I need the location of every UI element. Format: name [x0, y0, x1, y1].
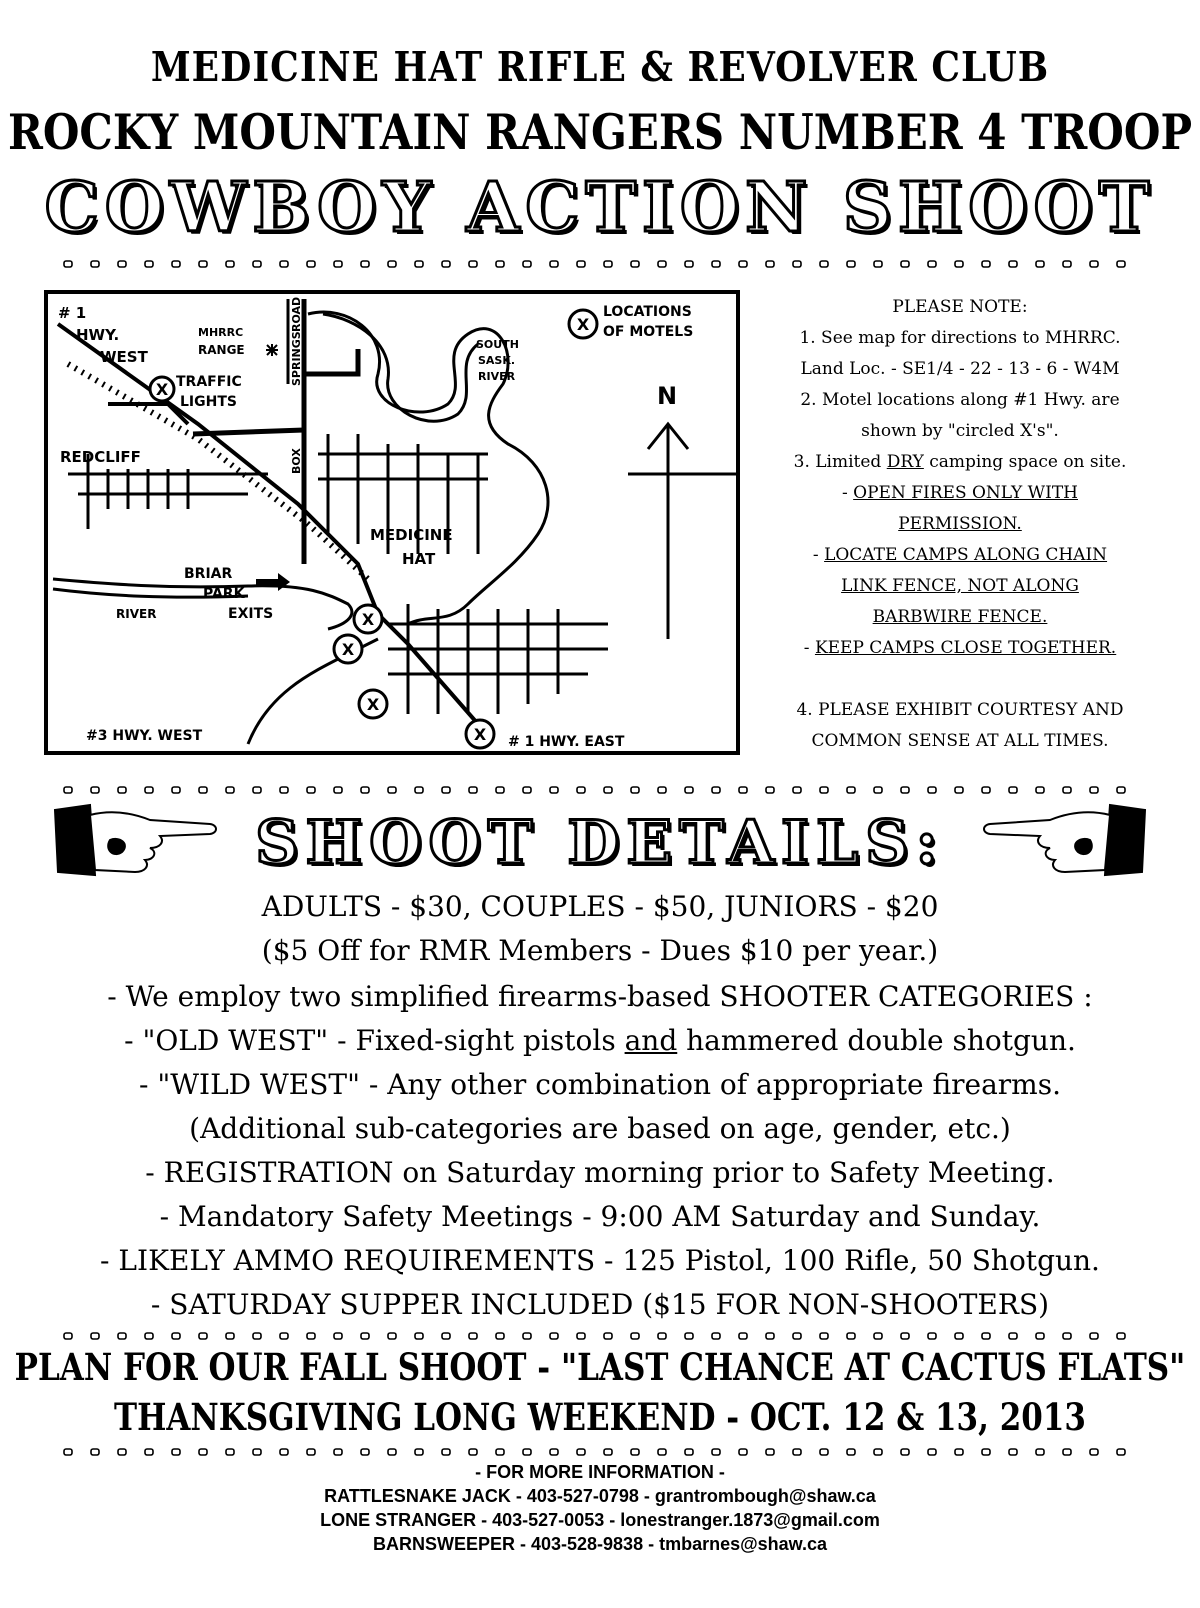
divider-dot: [145, 261, 153, 267]
divider-dot: [928, 261, 936, 267]
divider-dot: [388, 261, 396, 267]
registration-line: - REGISTRATION on Saturday morning prior to Safety Meeting.: [145, 1156, 1055, 1189]
divider-dot: [658, 1333, 666, 1339]
divider-dot: [334, 787, 342, 793]
divider-dot: [523, 1449, 531, 1455]
divider-dot: [550, 1449, 558, 1455]
motel-marker: X: [473, 725, 487, 744]
map-label-river-south: RIVER: [478, 370, 516, 383]
divider-dot: [442, 261, 450, 267]
divider-dot: [172, 1449, 180, 1455]
divider-dot: [442, 1333, 450, 1339]
divider-dot: [253, 787, 261, 793]
divider-dot: [766, 787, 774, 793]
divider-dot: [577, 1333, 585, 1339]
map-label-hwy1-east: # 1 HWY. EAST: [508, 734, 625, 750]
divider-dot: [928, 787, 936, 793]
motel-marker: X: [341, 640, 355, 659]
categories-line: - We employ two simplified firearms-based SHOOTER CATEGORIES :: [107, 980, 1093, 1013]
note-line: [760, 478, 1160, 509]
divider-dot: [1063, 1449, 1071, 1455]
note-text: 3. Limited: [793, 452, 887, 472]
divider-dot: [712, 261, 720, 267]
divider-dot: [685, 261, 693, 267]
map-label-hat: HAT: [402, 550, 436, 568]
divider-dot: [1063, 787, 1071, 793]
divider-dot: [604, 1333, 612, 1339]
divider-dot: [496, 1449, 504, 1455]
divider-dot: [631, 1333, 639, 1339]
map-label-hwy3: #3 HWY. WEST: [86, 728, 203, 744]
divider-dot: [982, 787, 990, 793]
note-line: [760, 571, 1160, 602]
divider-dot: [550, 787, 558, 793]
divider-dot: [307, 261, 315, 267]
map-label-hwy1-west: HWY.: [76, 326, 120, 344]
divider-dot: [523, 1333, 531, 1339]
divider-dot: [739, 1449, 747, 1455]
divider-dot: [91, 1449, 99, 1455]
divider-dot: [1090, 1449, 1098, 1455]
divider-dot: [901, 261, 909, 267]
detail-text: and: [624, 1024, 678, 1057]
divider-dot: [415, 1333, 423, 1339]
divider-dot: [226, 261, 234, 267]
divider-dot: [226, 1449, 234, 1455]
divider-dot: [64, 261, 72, 267]
divider-dot: [928, 1449, 936, 1455]
divider-dot: [658, 1449, 666, 1455]
map-label-briar: BRIAR: [184, 566, 233, 582]
divider-dot: [91, 787, 99, 793]
map-label-traffic: TRAFFIC: [176, 374, 242, 390]
fall-shoot-line: PLAN FOR OUR FALL SHOOT - "LAST CHANCE AT CACTUS FLATS": [14, 1346, 1186, 1390]
divider-dot: [685, 1449, 693, 1455]
divider-dot: [253, 1449, 261, 1455]
divider-dot: [793, 787, 801, 793]
divider-dot: [226, 787, 234, 793]
divider-dot: [199, 1449, 207, 1455]
old-west-line: [0, 1024, 1200, 1057]
map-label-medicine: MEDICINE: [370, 526, 453, 544]
divider-dot: [145, 1449, 153, 1455]
divider-dot: [955, 261, 963, 267]
note-line: [760, 602, 1160, 633]
note-text: BARBWIRE FENCE.: [872, 607, 1048, 627]
divider-dot: [280, 261, 288, 267]
map-drawing: [48, 294, 736, 751]
note-line: 4. PLEASE EXHIBIT COURTESY AND: [796, 700, 1124, 720]
divider-dot: [820, 787, 828, 793]
divider-dot: [955, 787, 963, 793]
divider-dot: [739, 1333, 747, 1339]
divider-dot: [631, 1449, 639, 1455]
divider-dot: [280, 787, 288, 793]
divider-dot: [1090, 1333, 1098, 1339]
note-line: [760, 447, 1160, 478]
divider-dot: [172, 261, 180, 267]
directions-map: [44, 290, 740, 755]
map-label-lights: LIGHTS: [180, 394, 237, 410]
map-label-mhrrc: MHRRC: [198, 326, 244, 339]
divider-dot: [118, 261, 126, 267]
map-label-sask: SASK.: [478, 354, 516, 367]
motel-marker: X: [366, 695, 380, 714]
dotted-divider: [60, 1446, 1140, 1458]
divider-dot: [874, 1449, 882, 1455]
map-label-locations: LOCATIONS: [603, 304, 692, 320]
divider-dot: [334, 1333, 342, 1339]
note-text: LINK FENCE, NOT ALONG: [841, 576, 1079, 596]
divider-dot: [253, 261, 261, 267]
divider-dot: [874, 261, 882, 267]
divider-dot: [982, 1449, 990, 1455]
map-label-of-motels: OF MOTELS: [603, 324, 694, 340]
divider-dot: [415, 1449, 423, 1455]
divider-dot: [577, 1449, 585, 1455]
note-line: COMMON SENSE AT ALL TIMES.: [811, 731, 1109, 751]
divider-dot: [847, 1449, 855, 1455]
divider-dot: [523, 261, 531, 267]
divider-dot: [658, 787, 666, 793]
divider-dot: [604, 787, 612, 793]
note-text: KEEP CAMPS CLOSE TOGETHER.: [814, 638, 1117, 658]
divider-dot: [793, 1333, 801, 1339]
divider-dot: [361, 1449, 369, 1455]
map-label-hwy1-west: # 1: [58, 304, 87, 322]
divider-dot: [199, 261, 207, 267]
divider-dot: [1009, 787, 1017, 793]
divider-dot: [901, 1333, 909, 1339]
divider-dot: [577, 787, 585, 793]
detail-text: - "OLD WEST" - Fixed-sight pistols: [124, 1024, 625, 1057]
pointing-hand-left-icon: [980, 800, 1150, 880]
divider-dot: [415, 261, 423, 267]
divider-dot: [91, 1333, 99, 1339]
divider-dot: [523, 787, 531, 793]
divider-dot: [820, 1333, 828, 1339]
divider-dot: [1036, 261, 1044, 267]
divider-dot: [982, 261, 990, 267]
divider-dot: [1117, 1449, 1125, 1455]
divider-dot: [442, 787, 450, 793]
divider-dot: [118, 1449, 126, 1455]
wild-west-line: - "WILD WEST" - Any other combination of appropriate firearms.: [138, 1068, 1062, 1101]
divider-dot: [1090, 261, 1098, 267]
dotted-divider: [60, 1330, 1140, 1342]
divider-dot: [739, 787, 747, 793]
divider-dot: [280, 1333, 288, 1339]
divider-dot: [847, 787, 855, 793]
divider-dot: [469, 1333, 477, 1339]
map-label-south: SOUTH: [476, 338, 519, 351]
divider-dot: [280, 1449, 288, 1455]
divider-dot: [469, 787, 477, 793]
divider-dot: [1063, 261, 1071, 267]
divider-dot: [1009, 261, 1017, 267]
divider-dot: [766, 1333, 774, 1339]
motel-marker: X: [361, 610, 375, 629]
divider-dot: [901, 787, 909, 793]
map-label-range: RANGE: [198, 343, 245, 357]
map-label-hwy1-west: WEST: [100, 348, 148, 366]
note-text: LOCATE CAMPS ALONG CHAIN: [824, 545, 1108, 565]
divider-dot: [361, 261, 369, 267]
divider-dot: [1063, 1333, 1071, 1339]
ammo-line: - LIKELY AMMO REQUIREMENTS - 125 Pistol, 100 Rifle, 50 Shotgun.: [100, 1244, 1100, 1277]
divider-dot: [550, 1333, 558, 1339]
divider-dot: [685, 1333, 693, 1339]
subcategories-line: (Additional sub-categories are based on age, gender, etc.): [189, 1112, 1011, 1145]
note-line: 2. Motel locations along #1 Hwy. are: [800, 390, 1120, 410]
divider-dot: [388, 1333, 396, 1339]
divider-dot: [496, 261, 504, 267]
divider-dot: [91, 261, 99, 267]
divider-dot: [172, 1333, 180, 1339]
divider-dot: [577, 261, 585, 267]
divider-dot: [442, 1449, 450, 1455]
note-text: DRY: [886, 452, 924, 472]
contact-barnsweeper: BARNSWEEPER - 403-528-9838 - tmbarnes@shaw.ca: [372, 1534, 828, 1554]
divider-dot: [847, 1333, 855, 1339]
more-info-heading: - FOR MORE INFORMATION -: [475, 1462, 725, 1482]
map-label-box: BOX: [290, 448, 303, 474]
divider-dot: [172, 787, 180, 793]
range-star-icon: [266, 344, 278, 356]
divider-dot: [496, 787, 504, 793]
divider-dot: [874, 1333, 882, 1339]
divider-dot: [766, 261, 774, 267]
divider-dot: [1036, 1333, 1044, 1339]
divider-dot: [253, 1333, 261, 1339]
divider-dot: [928, 1333, 936, 1339]
contact-lone-stranger: LONE STRANGER - 403-527-0053 - lonestranger.1873@gmail.com: [320, 1510, 880, 1530]
dotted-divider: [60, 784, 1140, 796]
divider-dot: [712, 787, 720, 793]
divider-dot: [307, 1449, 315, 1455]
divider-dot: [199, 1333, 207, 1339]
map-label-road: ROAD: [290, 296, 303, 332]
shoot-details-title: SHOOT DETAILS:: [255, 808, 945, 878]
note-dash: -: [812, 545, 825, 565]
divider-dot: [118, 787, 126, 793]
note-line: shown by "circled X's".: [861, 421, 1059, 441]
divider-dot: [388, 787, 396, 793]
divider-dot: [118, 1333, 126, 1339]
divider-dot: [793, 261, 801, 267]
note-line: [760, 540, 1160, 571]
divider-dot: [766, 1449, 774, 1455]
note-dash: -: [842, 483, 854, 503]
notes-panel: [760, 292, 1160, 757]
safety-line: - Mandatory Safety Meetings - 9:00 AM Saturday and Sunday.: [159, 1200, 1041, 1233]
dotted-divider: [60, 258, 1140, 270]
divider-dot: [793, 1449, 801, 1455]
divider-dot: [1036, 1449, 1044, 1455]
note-line: 1. See map for directions to MHRRC.: [799, 328, 1121, 348]
supper-line: - SATURDAY SUPPER INCLUDED ($15 FOR NON-SHOOTERS): [150, 1288, 1050, 1321]
divider-dot: [631, 787, 639, 793]
note-spacer: [760, 664, 1160, 695]
divider-dot: [712, 1333, 720, 1339]
divider-dot: [1036, 787, 1044, 793]
note-text: camping space on site.: [923, 452, 1127, 472]
divider-dot: [334, 1449, 342, 1455]
map-label-river: RIVER: [116, 607, 157, 621]
divider-dot: [820, 261, 828, 267]
divider-dot: [145, 1333, 153, 1339]
note-text: OPEN FIRES ONLY WITH: [853, 483, 1078, 503]
fees-line: ADULTS - $30, COUPLES - $50, JUNIORS - $20: [261, 890, 939, 923]
divider-dot: [604, 261, 612, 267]
divider-dot: [1009, 1333, 1017, 1339]
divider-dot: [658, 261, 666, 267]
map-label-exits: EXITS: [228, 606, 274, 622]
divider-dot: [496, 1333, 504, 1339]
divider-dot: [64, 787, 72, 793]
divider-dot: [1009, 1449, 1017, 1455]
map-label-park: PARK: [203, 586, 245, 602]
divider-dot: [982, 1333, 990, 1339]
arrow-right-icon: [256, 573, 290, 591]
divider-dot: [388, 1449, 396, 1455]
divider-dot: [739, 261, 747, 267]
contact-rattlesnake-jack: RATTLESNAKE JACK - 403-527-0798 - grantrombough@shaw.ca: [324, 1486, 876, 1506]
divider-dot: [226, 1333, 234, 1339]
divider-dot: [469, 1449, 477, 1455]
map-label-redcliff: REDCLIFF: [60, 448, 141, 466]
divider-dot: [604, 1449, 612, 1455]
thanksgiving-line: THANKSGIVING LONG WEEKEND - OCT. 12 & 13, 2013: [114, 1396, 1086, 1440]
discount-line: ($5 Off for RMR Members - Dues $10 per year.): [261, 934, 939, 967]
divider-dot: [874, 787, 882, 793]
divider-dot: [1090, 787, 1098, 793]
divider-dot: [64, 1449, 72, 1455]
detail-text: hammered double shotgun.: [677, 1024, 1076, 1057]
note-line: [760, 633, 1160, 664]
north-label: N: [657, 382, 678, 410]
divider-dot: [550, 261, 558, 267]
divider-dot: [955, 1449, 963, 1455]
event-title: COWBOY ACTION SHOOT: [44, 168, 1156, 248]
divider-dot: [361, 787, 369, 793]
divider-dot: [1117, 1333, 1125, 1339]
divider-dot: [334, 261, 342, 267]
motel-marker: X: [576, 315, 590, 334]
divider-dot: [820, 1449, 828, 1455]
troop-name: ROCKY MOUNTAIN RANGERS NUMBER 4 TROOP: [7, 104, 1193, 161]
divider-dot: [955, 1333, 963, 1339]
divider-dot: [199, 787, 207, 793]
motel-marker: X: [155, 380, 169, 399]
note-text: PERMISSION.: [898, 514, 1022, 534]
divider-dot: [145, 787, 153, 793]
divider-dot: [361, 1333, 369, 1339]
note-dash: -: [803, 638, 815, 658]
divider-dot: [712, 1449, 720, 1455]
divider-dot: [631, 261, 639, 267]
divider-dot: [64, 1333, 72, 1339]
divider-dot: [1117, 261, 1125, 267]
divider-dot: [847, 261, 855, 267]
club-name: MEDICINE HAT RIFLE & REVOLVER CLUB: [150, 42, 1050, 92]
note-line: [760, 509, 1160, 540]
map-label-springs: SPRINGS: [290, 331, 303, 386]
divider-dot: [1117, 787, 1125, 793]
divider-dot: [469, 261, 477, 267]
divider-dot: [307, 787, 315, 793]
divider-dot: [685, 787, 693, 793]
divider-dot: [901, 1449, 909, 1455]
divider-dot: [307, 1333, 315, 1339]
notes-heading: PLEASE NOTE:: [892, 297, 1028, 317]
divider-dot: [415, 787, 423, 793]
note-line: Land Loc. - SE1/4 - 22 - 13 - 6 - W4M: [800, 359, 1120, 379]
